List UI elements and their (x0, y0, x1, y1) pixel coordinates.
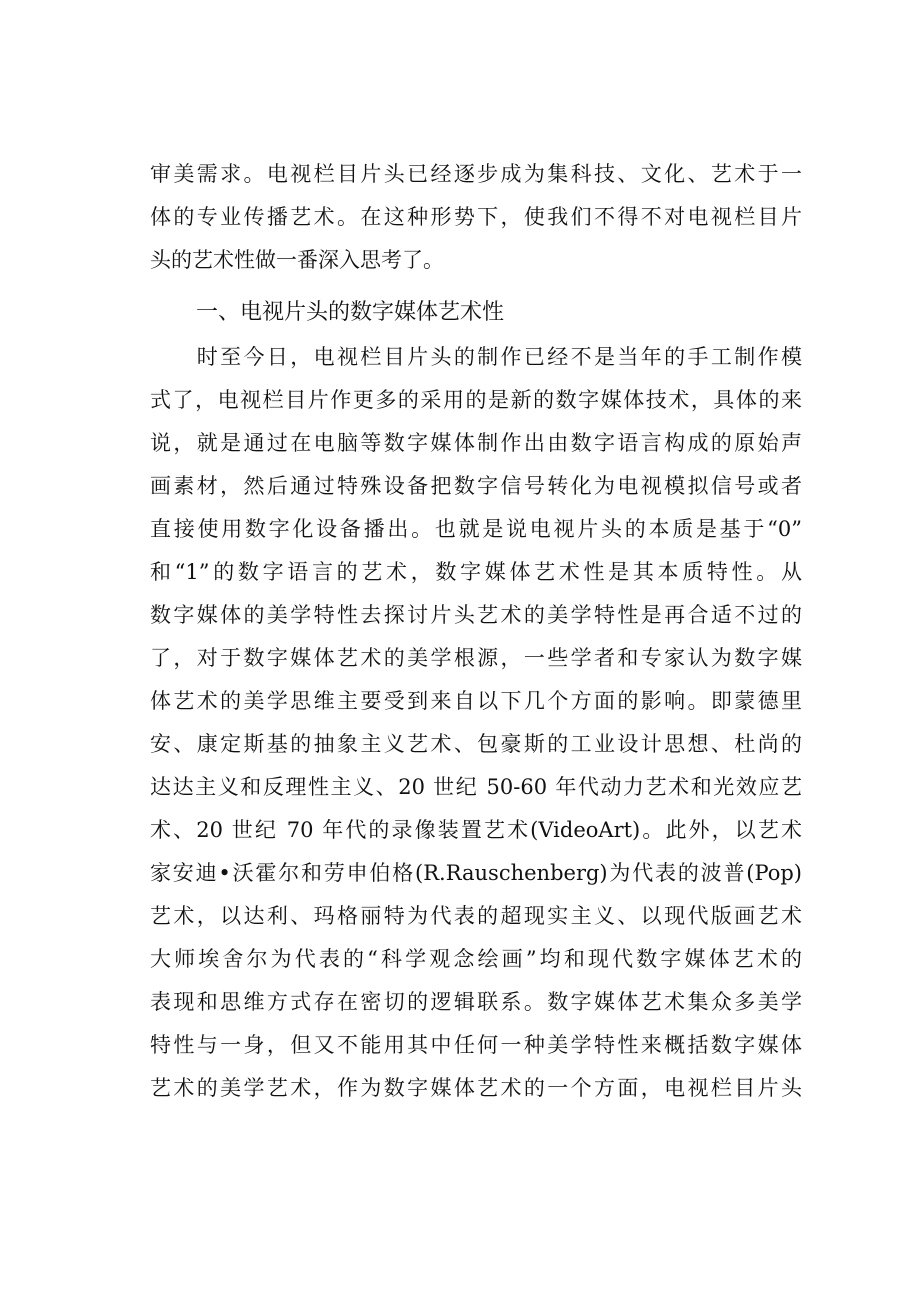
paragraph-line: 式了，电视栏目片作更多的采用的是新的数字媒体技术，具体的来 (150, 388, 802, 412)
paragraph-line: 安、康定斯基的抽象主义艺术、包豪斯的工业设计思想、杜尚的 (150, 732, 802, 756)
paragraph-line: 数字媒体的美学特性去探讨片头艺术的美学特性是再合适不过的 (150, 603, 802, 627)
paragraph-line: 说，就是通过在电脑等数字媒体制作出由数字语言构成的原始声 (150, 431, 802, 455)
paragraph-line: 表现和思维方式存在密切的逻辑联系。数字媒体艺术集众多美学 (150, 990, 802, 1014)
paragraph-line: 达达主义和反理性主义、20 世纪 50-60 年代动力艺术和光效应艺 (150, 775, 802, 799)
paragraph-line: 直接使用数字化设备播出。也就是说电视片头的本质是基于“0” (150, 517, 802, 541)
paragraph-line: 艺术的美学艺术，作为数字媒体艺术的一个方面，电视栏目片头 (150, 1076, 802, 1100)
paragraph-line: 家安迪•沃霍尔和劳申伯格(R.Rauschenberg)为代表的波普(Pop) (150, 861, 802, 885)
intro-line: 头的艺术性做一番深入思考了。 (150, 248, 444, 272)
paragraph-line: 特性与一身，但又不能用其中任何一种美学特性来概括数字媒体 (150, 1033, 802, 1057)
intro-line: 体的专业传播艺术。在这种形势下，使我们不得不对电视栏目片 (150, 205, 802, 229)
paragraph-line: 艺术，以达利、玛格丽特为代表的超现实主义、以现代版画艺术 (150, 904, 802, 928)
section-heading: 一、电视片头的数字媒体艺术性 (196, 300, 505, 325)
paragraph-line: 术、20 世纪 70 年代的录像装置艺术(VideoArt)。此外，以艺术 (150, 818, 802, 842)
paragraph-line: 和“1”的数字语言的艺术，数字媒体艺术性是其本质特性。从 (150, 560, 802, 584)
paragraph-line: 画素材，然后通过特殊设备把数字信号转化为电视模拟信号或者 (150, 474, 802, 498)
paragraph-line: 体艺术的美学思维主要受到来自以下几个方面的影响。即蒙德里 (150, 689, 802, 713)
paragraph-line: 了，对于数字媒体艺术的美学根源，一些学者和专家认为数字媒 (150, 646, 802, 670)
intro-line: 审美需求。电视栏目片头已经逐步成为集科技、文化、艺术于一 (150, 162, 802, 186)
paragraph-line: 时至今日，电视栏目片头的制作已经不是当年的手工制作模 (150, 345, 802, 369)
paragraph-line: 大师埃舍尔为代表的“科学观念绘画”均和现代数字媒体艺术的 (150, 947, 802, 971)
